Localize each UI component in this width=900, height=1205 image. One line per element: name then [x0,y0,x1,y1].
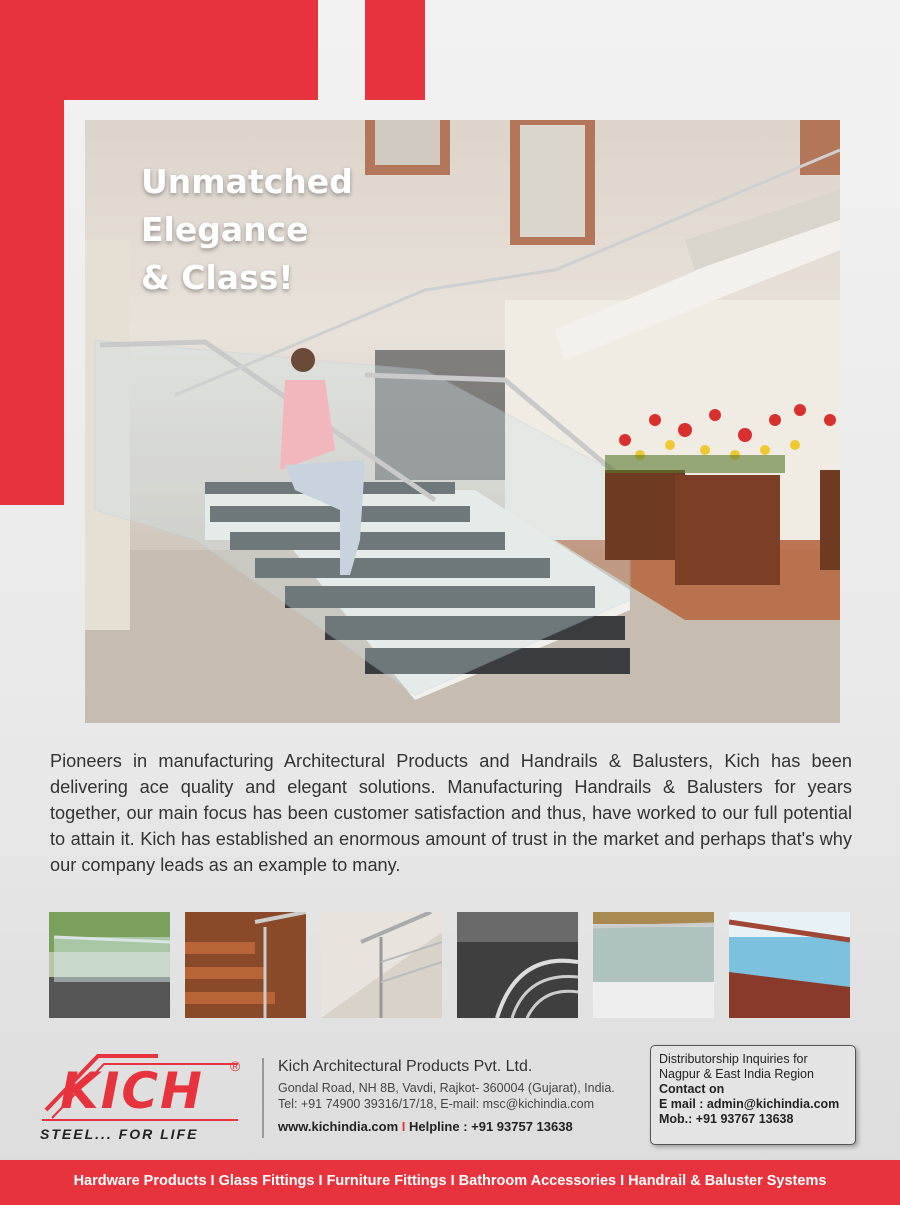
hero-image [85,120,840,723]
product-thumbnail-wood-stairs [185,912,306,1018]
product-thumbnail-seaside-railing [729,912,850,1018]
dist-mobile: Mob.: +91 93767 13638 [659,1112,794,1126]
company-info [262,1058,648,1138]
hero-headline: Unmatched Elegance & Class! [141,162,353,297]
distributorship-box [650,1045,856,1145]
dist-line1: Distributorship Inquiries for [659,1052,808,1066]
registered-mark: ® [230,1058,241,1074]
separator: I [401,1119,410,1134]
kich-wordmark: KICH [60,1062,204,1120]
kich-tagline: STEEL... FOR LIFE [40,1126,199,1142]
company-name: Kich Architectural Products Pvt. Ltd. [278,1058,533,1075]
company-web-line [278,1119,648,1134]
product-thumbnail-glass-balcony [593,912,714,1018]
intro-paragraph: Pioneers in manufacturing Architectural Products and Handrails & Balusters, Kich has been delivering ace quality and elegant solutions. Manufacturing Handrails & Balusters for years together, our main focus has been customer satisfaction and thus, have worked to our full potential to attain it. Kich has established an enormous amount of trust in the market and perhaps that's why our company leads as an example to many. [50,751,852,875]
dist-contact-label: Contact on [659,1082,725,1096]
red-bar-top-middle [365,0,425,100]
company-helpline: Helpline : +91 93757 13638 [409,1119,573,1134]
dist-email[interactable]: E mail : admin@kichindia.com [659,1097,840,1111]
company-website[interactable]: www.kichindia.com [278,1119,399,1134]
kich-logo [38,1048,248,1144]
company-contact: Tel: +91 74900 39316/17/18, E-mail: msc@kichindia.com [278,1097,594,1111]
footer-product-categories: Hardware Products I Glass Fittings I Furniture Fittings I Bathroom Accessories I Handrail & Baluster Systems [0,1160,900,1205]
product-thumbnail-steel-baluster [321,912,442,1018]
red-bar-left [0,0,64,505]
dist-line2: Nagpur & East India Region [659,1067,814,1081]
product-thumbnail-curved-railing [457,912,578,1018]
product-thumbnail-glass-railing-terrace [49,912,170,1018]
company-address: Gondal Road, NH 8B, Vavdi, Rajkot- 360004 (Gujarat), India. [278,1081,615,1095]
